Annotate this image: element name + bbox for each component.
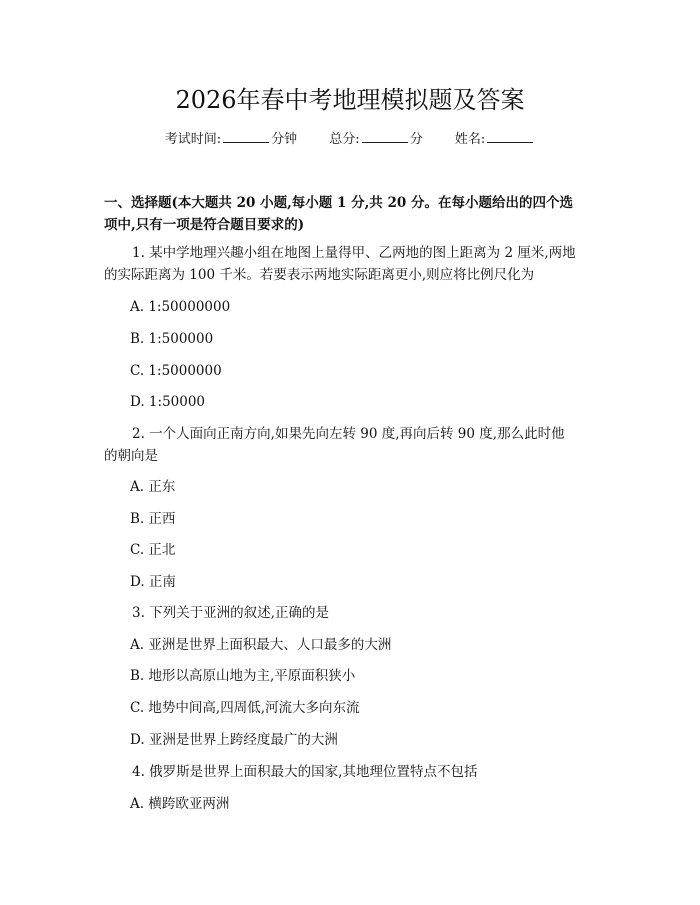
- total-score-field: [329, 128, 422, 152]
- page-title: 2026年春中考地理模拟题及答案: [175, 86, 525, 114]
- section-heading: [104, 192, 604, 236]
- total-score-label: 总分:: [329, 132, 360, 147]
- answer-option: C. 1:5000000: [130, 363, 222, 379]
- answer-option: C. 正北: [130, 542, 176, 558]
- answer-option: A. 1:50000000: [130, 299, 231, 315]
- question-stem: 2. 一个人面向正南方向,如果先向左转 90 度,再向后转 90 度,那么此时他: [132, 426, 565, 442]
- answer-option: D. 亚洲是世界上跨经度最广的大洲: [130, 732, 338, 748]
- student-name-blank: [487, 130, 533, 143]
- answer-option: B. 1:500000: [130, 331, 214, 347]
- exam-time-unit: 分钟: [271, 132, 298, 147]
- total-score-blank: [362, 130, 408, 143]
- student-name-field: [455, 128, 535, 152]
- answer-option: B. 地形以高原山地为主,平原面积狭小: [130, 668, 356, 684]
- question-stem: 的实际距离为 100 千米。若要表示两地实际距离更小,则应将比例尺化为: [104, 267, 535, 283]
- question-stem: 的朝向是: [104, 448, 158, 464]
- answer-option: A. 横跨欧亚两洲: [130, 796, 230, 812]
- answer-option: D. 正南: [130, 574, 176, 590]
- section-heading-line: 一、选择题(本大题共 20 小题,每小题 1 分,共 20 分。在每小题给出的四个选: [104, 195, 573, 211]
- section-heading-line: 项中,只有一项是符合题目要求的): [104, 217, 305, 233]
- answer-option: A. 正东: [130, 479, 176, 495]
- question-stem: 4. 俄罗斯是世界上面积最大的国家,其地理位置特点不包括: [132, 764, 478, 780]
- student-name-label: 姓名:: [454, 132, 486, 147]
- question-stem: 1. 某中学地理兴趣小组在地图上量得甲、乙两地的图上距离为 2 厘米,两地: [132, 245, 576, 261]
- answer-option: B. 正西: [130, 511, 176, 527]
- exam-time-field: [165, 128, 297, 152]
- exam-time-label: 考试时间:: [164, 132, 222, 147]
- total-score-unit: 分: [409, 132, 423, 147]
- answer-option: C. 地势中间高,四周低,河流大多向东流: [130, 700, 360, 716]
- answer-option: D. 1:50000: [130, 394, 206, 410]
- exam-time-blank: [223, 130, 269, 143]
- question-stem: 3. 下列关于亚洲的叙述,正确的是: [132, 605, 329, 621]
- answer-option: A. 亚洲是世界上面积最大、人口最多的大洲: [130, 637, 392, 653]
- exam-info-row: [0, 128, 700, 152]
